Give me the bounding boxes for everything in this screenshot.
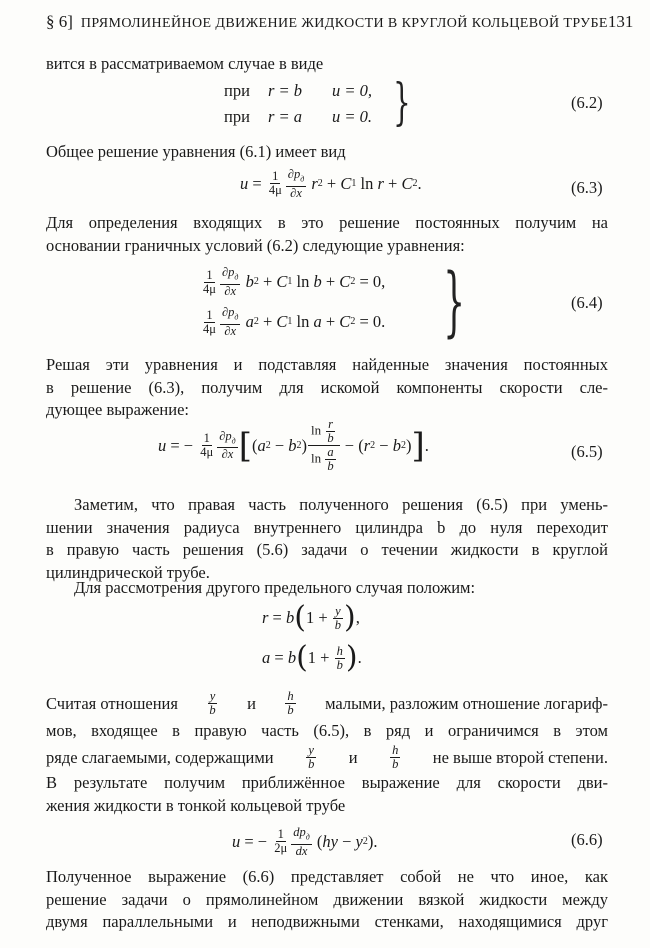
equation-6-3: u = $\frac{1}{4\mu}$ $\frac{\partial p_д}{\partial x}$ r 2 + C 1 ln r + C 2 . xyxy=(240,167,422,200)
p4-line-1: Решая эти уравнения и подставляя найденные значения постоянных xyxy=(46,355,608,374)
p8-line-2: решение задачи о прямолинейном движении вязкой жидкости между xyxy=(46,889,608,909)
paragraph-2: Общее решение уравнения (6.1) имеет вид xyxy=(46,142,346,161)
eq-number-6-5: (6.5) xyxy=(571,442,603,461)
eq62-word-1: при xyxy=(224,81,250,100)
page-number: 131 xyxy=(607,12,634,31)
p7-line-3c: не выше второй степени. xyxy=(432,747,608,767)
eq62-cond-2: r = a xyxy=(268,107,303,126)
p8-line-1: Полученное выражение (6.6) представляет собой не что иное, как xyxy=(46,867,608,886)
paragraph-5 xyxy=(46,494,608,584)
p7-line-4-5 xyxy=(46,772,608,817)
p7-line-1a: Считая отношения xyxy=(46,693,178,713)
equation-6-4: $\frac{1}{4\mu}$ $\frac{\partial p_д}{\partial x}$ b 2 + C 1 ln b + C 2 = 0, $\frac{1}{4\mu}$ $\frac{\partial p_д}{\partial x}$ a 2 + C 1 ln a + C 2 = 0. xyxy=(203,265,386,338)
p8-line-3: двумя параллельными и неподвижными стенками, находящимися друг xyxy=(46,912,608,932)
eq-number-6-6: (6.6) xyxy=(571,830,603,849)
eq62-cond-1: r = b xyxy=(268,81,303,100)
p5-line-1: Заметим, что правая часть полученного решения (6.5) при умень- xyxy=(74,495,608,514)
equation-6-6: u = − $\frac{1}{2\mu}$ $\frac{dp_д}{dx}$ ( hy − y 2 ). xyxy=(232,825,378,858)
paragraph-6: Для рассмотрения другого предельного случая положим: xyxy=(74,578,476,597)
p7-line-1: Считая отношения $\frac{y}{b}$ и $\frac{h}{b}$ малыми, разложим отношение логариф- xyxy=(46,689,608,717)
p4-line-2: в решение (6.3), получим для искомой компоненты скорости сле- xyxy=(46,377,608,397)
running-header xyxy=(46,12,634,32)
p7-line-3a: ряде слагаемыми, содержащими xyxy=(46,747,274,767)
p4-line-3: дующее выражение: xyxy=(46,400,189,420)
eq-number-6-4: (6.4) xyxy=(571,293,603,312)
p7-line-2: мов, входящее в правую часть (6.5), в ряд и ограничимся в этом xyxy=(46,721,608,740)
paragraph-4 xyxy=(46,354,608,422)
eq-number-6-3: (6.3) xyxy=(571,178,603,197)
p7-line-1c: малыми, разложим отношение логариф- xyxy=(325,693,608,713)
paragraph-8 xyxy=(46,866,608,934)
right-brace-6-2: } xyxy=(393,73,411,131)
p7-line-4: В результате получим приближённое выражение для скорости дви- xyxy=(46,773,608,792)
p7-line-3b: и xyxy=(348,747,358,767)
equation-6-2 xyxy=(224,78,372,130)
header-section: § 6] xyxy=(46,12,73,31)
p7-line-3: ряде слагаемыми, содержащими $\frac{y}{b}$ и $\frac{h}{b}$ не выше второй степени. xyxy=(46,743,608,771)
paragraph-3 xyxy=(46,212,608,257)
p7-line-5: жения жидкости в тонкой кольцевой трубе xyxy=(46,795,346,815)
p7-line-1b: и xyxy=(247,693,256,713)
eq62-val-2: u = 0. xyxy=(332,107,373,126)
right-brace-6-4: } xyxy=(443,256,466,345)
header-title: ПРЯМОЛИНЕЙНОЕ ДВИЖЕНИЕ ЖИДКОСТИ В КРУГЛОЙ КОЛЬЦЕВОЙ ТРУБЕ xyxy=(80,16,608,31)
eq62-word-2: при xyxy=(224,107,250,126)
paragraph-1: вится в рассматриваемом случае в виде xyxy=(46,54,324,73)
p7-line-2-block xyxy=(46,720,608,743)
eq62-val-1: u = 0, xyxy=(332,81,373,100)
p3-line-2: основании граничных условий (6.2) следующие уравнения: xyxy=(46,235,465,255)
substitution-equations: r = b ( 1 + $\frac{y}{b}$ ) , a = b ( 1 + $\frac{h}{b}$ ) . xyxy=(262,600,362,675)
p3-line-1: Для определения входящих в это решение постоянных получим на xyxy=(46,213,608,232)
p5-line-4: цилиндрической трубе. xyxy=(46,562,210,582)
equation-6-5: u = − $\frac{1}{4\mu}$ $\frac{\partial p_д}{\partial x}$ [ ( a 2 − b 2 ) ln $\frac{r}{b}$ ln $\frac{a}{b}$ − ( r 2 − b 2 ) ] . xyxy=(158,417,429,473)
p5-line-2: шении значения радиуса внутреннего цилиндра b до нуля переходит xyxy=(46,517,608,537)
eq-number-6-2: (6.2) xyxy=(571,93,603,112)
p5-line-3: в правую часть решения (5.6) задачи о течении жидкости в круглой xyxy=(46,540,608,560)
